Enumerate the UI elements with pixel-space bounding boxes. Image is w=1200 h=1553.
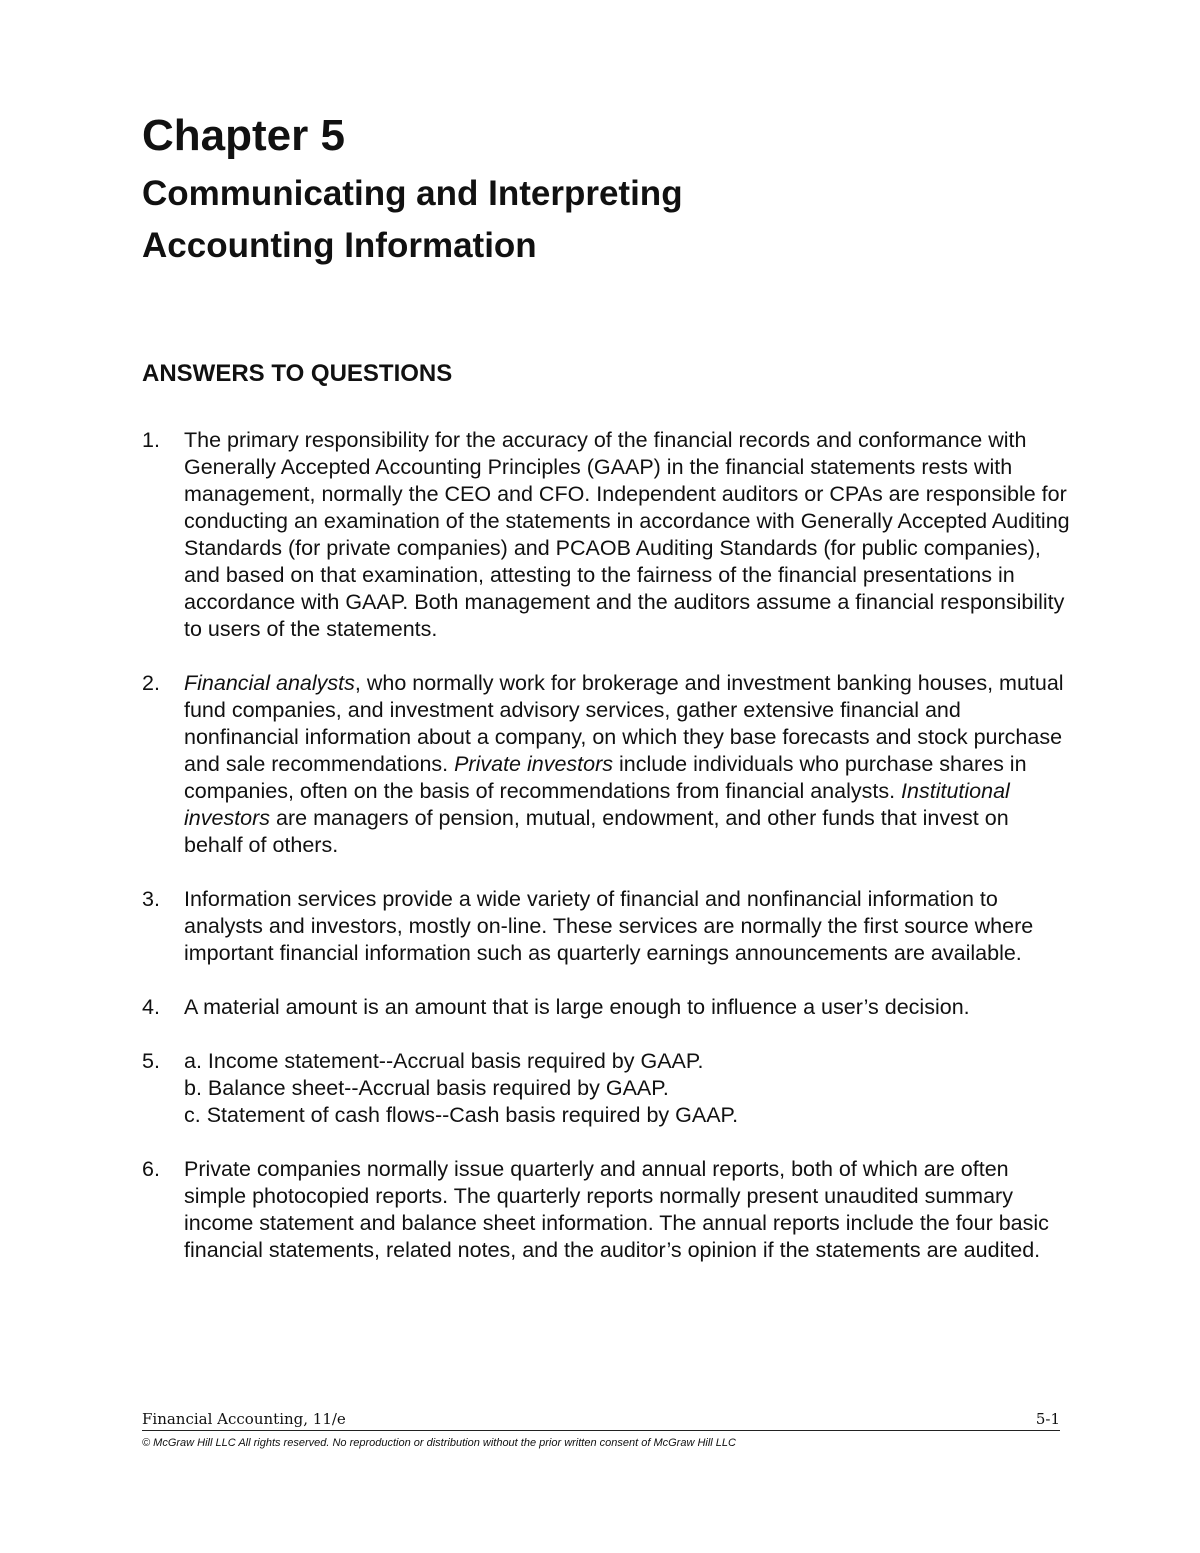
answer-text: Information services provide a wide variety of financial and nonfinancial information to analysts and investors, mostly on-line. These services are normally the first source where important financial information such as quarterly earnings announcements are available. — [184, 887, 1034, 965]
answer-text: A material amount is an amount that is large enough to influence a user’s decision. — [184, 995, 970, 1019]
answer-text — [184, 670, 1072, 859]
answer-number: 2. — [142, 671, 160, 695]
footer-copyright: © McGraw Hill LLC All rights reserved. No reproduction or distribution without the prior written consent of McGraw Hill LLC — [142, 1437, 736, 1449]
term-private-investors: Private investors — [454, 752, 614, 776]
footer-page-number: 5-1 — [1035, 1410, 1060, 1428]
subtitle-line-2: Accounting Information — [142, 226, 537, 265]
answer-text-part: , who normally work for brokerage and investment banking houses, mutual fund companies, and investment advisory services, gather extensive financial and nonfinancial information about a company, on which they base forecasts and stock purchase and sale recommendations. — [184, 671, 1064, 776]
page-footer — [142, 1409, 1060, 1451]
answer-number: 4. — [142, 995, 160, 1019]
subtitle-line-1: Communicating and Interpreting — [142, 174, 683, 213]
answer-number: 3. — [142, 887, 160, 911]
answer-number: 5. — [142, 1049, 160, 1073]
answer-sub-list — [184, 1048, 1072, 1129]
sub-item-b: b. Balance sheet--Accrual basis required by GAAP. — [184, 1076, 669, 1100]
answer-number: 6. — [142, 1157, 160, 1181]
sub-item-a: a. Income statement--Accrual basis required by GAAP. — [184, 1049, 704, 1073]
answer-item-2 — [142, 670, 1072, 859]
answers-list — [142, 427, 1072, 1291]
footer-rule — [142, 1409, 1060, 1431]
answer-item-5 — [142, 1048, 1072, 1129]
sub-item-c: c. Statement of cash flows--Cash basis required by GAAP. — [184, 1103, 739, 1127]
answer-text: Private companies normally issue quarterly and annual reports, both of which are often simple photocopied reports. The quarterly reports normally present unaudited summary income statement and balance sheet information. The annual reports include the four basic financial statements, related notes, and the auditor’s opinion if the statements are audited. — [184, 1157, 1049, 1262]
answer-text-part: include individuals who purchase shares in companies, often on the basis of recommendations from financial analysts. — [184, 752, 1027, 803]
chapter-title: Chapter 5 — [142, 111, 345, 160]
answer-text: The primary responsibility for the accuracy of the financial records and conformance with Generally Accepted Accounting Principles (GAAP) in the financial statements rests with management, normally the CEO and CFO. Independent auditors or CPAs are responsible for conducting an examination of the statements in accordance with Generally Accepted Auditing Standards (for private companies) and PCAOB Auditing Standards (for public companies), and based on that examination, attesting to the fairness of the financial presentations in accordance with GAAP. Both management and the auditors assume a financial responsibility to users of the statements. — [184, 428, 1070, 641]
answer-item-3 — [142, 886, 1072, 967]
answer-item-6 — [142, 1156, 1072, 1264]
term-institutional-investors: Institutional investors — [184, 779, 1010, 830]
chapter-subtitle — [142, 168, 683, 272]
answer-number: 1. — [142, 428, 160, 452]
answer-text-part: are managers of pension, mutual, endowment, and other funds that invest on behalf of others. — [184, 806, 1009, 857]
term-financial-analysts: Financial analysts — [184, 671, 355, 695]
footer-book-title: Financial Accounting, 11/e — [142, 1410, 346, 1428]
answer-item-1 — [142, 427, 1072, 643]
answer-item-4 — [142, 994, 1072, 1021]
section-heading: ANSWERS TO QUESTIONS — [142, 360, 453, 387]
